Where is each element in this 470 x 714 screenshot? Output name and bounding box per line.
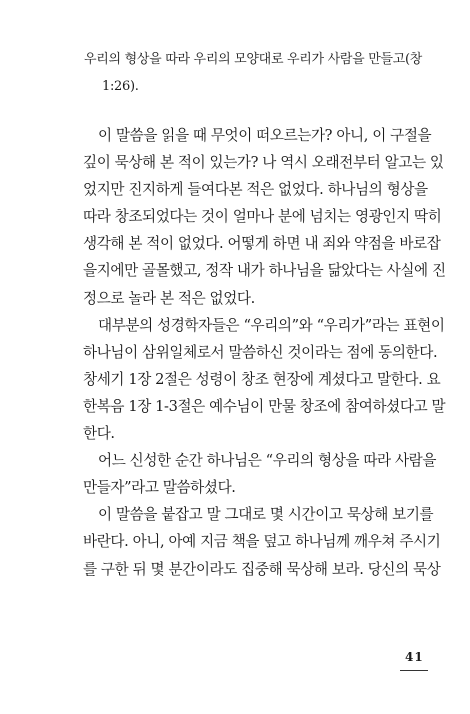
page-number: 41 [405, 650, 424, 664]
body-text [83, 122, 446, 583]
paragraph-line: 대부분의 성경학자들은 “우리의”와 “우리가”라는 표현이 [98, 316, 445, 334]
page-number-rule [400, 670, 428, 671]
paragraph-line: 따라 창조되었다는 것이 얼마나 분에 넘치는 영광인지 딱히 [83, 208, 442, 226]
paragraph-line: 어느 신성한 순간 하나님은 “우리의 형상을 따라 사람을 [98, 452, 437, 470]
paragraph-line: 한다. [83, 425, 115, 443]
paragraph-line: 하나님이 삼위일체로서 말씀하신 것이라는 점에 동의한다. [83, 343, 438, 361]
paragraph-line: 만들자”라고 말씀하셨다. [83, 479, 236, 497]
scripture-quote [84, 46, 434, 100]
paragraph-line: 을지에만 골몰했고, 정작 내가 하나님을 닮았다는 사실에 진 [83, 262, 446, 280]
paragraph-line: 바란다. 아니, 아예 지금 책을 덮고 하나님께 깨우쳐 주시기 [83, 533, 441, 551]
paragraph-line: 이 말씀을 붙잡고 말 그대로 몇 시간이고 묵상해 보기를 [98, 506, 434, 524]
paragraph-line: 이 말씀을 읽을 때 무엇이 떠오르는가? 아니, 이 구절을 [98, 127, 432, 144]
paragraph-line: 생각해 본 적이 없었다. 어떻게 하면 내 죄와 약점을 바로잡 [83, 235, 441, 253]
quote-line: 우리의 형상을 따라 우리의 모양대로 우리가 사람을 만들고(창 [84, 52, 423, 67]
paragraph-line: 를 구한 뒤 몇 분간이라도 집중해 묵상해 보라. 당신의 묵상 [83, 560, 441, 578]
paragraph-line: 한복음 1장 1-3절은 예수님이 만물 창조에 참여하셨다고 말 [83, 397, 446, 415]
paragraph-line: 었지만 진지하게 들여다본 적은 없었다. 하나님의 형상을 [83, 181, 428, 199]
paragraph-line: 정으로 놀라 본 적은 없었다. [83, 289, 255, 307]
paragraph-line: 창세기 1장 2절은 성령이 창조 현장에 계셨다고 말한다. 요 [83, 370, 441, 388]
paragraph-line: 깊이 묵상해 본 적이 있는가? 나 역시 오래전부터 알고는 있 [83, 154, 444, 172]
quote-line: 1:26). [102, 79, 139, 94]
